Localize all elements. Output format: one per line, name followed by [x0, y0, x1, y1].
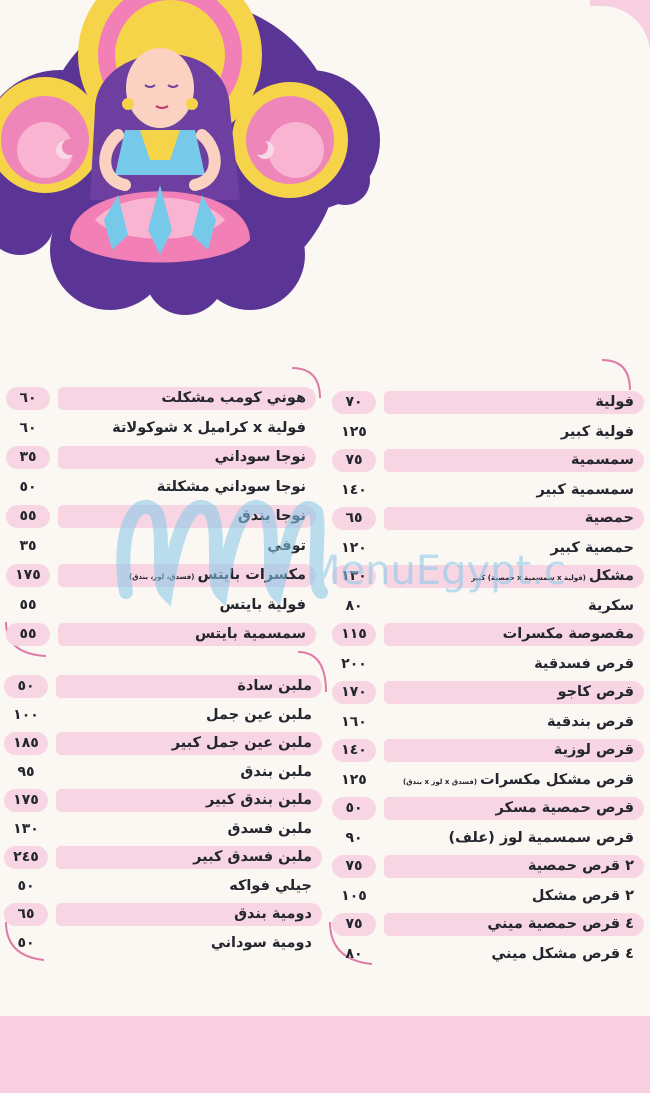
- menu-item-label: قرص مشكل مكسرات: [480, 771, 634, 788]
- menu-item-name: [376, 424, 644, 440]
- menu-item-label: نوجا سوداني مشكلتة: [156, 479, 306, 496]
- menu-item: [6, 443, 316, 473]
- menu-item-name: [384, 623, 644, 646]
- menu-item-name: [56, 732, 322, 755]
- menu-item-label: نوجا سوداني: [214, 449, 306, 466]
- menu-item-label: سمسمية كبير: [536, 481, 634, 498]
- menu-item-price: ١٧٥: [4, 789, 48, 812]
- menu-item: [332, 852, 644, 881]
- menu-item-name: [48, 821, 322, 837]
- menu-item-label: ٢ قرص مشكل: [531, 887, 634, 904]
- menu-item-label: ملبن فسدق كبير: [193, 848, 312, 865]
- menu-item-price: ٥٠: [17, 934, 35, 951]
- menu-item-price: ١٤٠: [332, 739, 376, 762]
- menu-item: [332, 910, 644, 939]
- menu-item: [332, 446, 644, 475]
- menu-item: [332, 388, 644, 417]
- menu-item-name: [56, 675, 322, 698]
- menu-item: [4, 672, 322, 701]
- menu-item: [332, 417, 644, 446]
- menu-item-price: ٥٠: [332, 797, 376, 820]
- menu-item-price: ١٢٥: [341, 771, 367, 788]
- menu-item: [332, 707, 644, 736]
- menu-item-note: (فسدق، لوز، بندق): [129, 573, 195, 582]
- menu-item: [332, 475, 644, 504]
- menu-item-label: ملبن فسدق: [227, 820, 312, 837]
- menu-item-price: ١٠٥: [341, 887, 367, 904]
- menu-item-label: فولية كبير: [560, 423, 634, 440]
- menu-item-price: ٩٠: [345, 829, 363, 846]
- menu-item-price: ٧٥: [332, 855, 376, 878]
- menu-item-name: [56, 903, 322, 926]
- menu-item-note: (فسدق x لوز x بندق): [403, 777, 478, 786]
- menu-item-price: ٨٠: [345, 597, 363, 614]
- menu-item-price: ٦٥: [332, 507, 376, 530]
- menu-item: [6, 620, 316, 650]
- menu-item-price: ٥٥: [6, 623, 50, 646]
- menu-item-price: ٦٥: [4, 903, 48, 926]
- menu-item-price: ١٧٠: [332, 681, 376, 704]
- menu-item-name: [376, 598, 644, 614]
- menu-item-label: فولية بايتس: [219, 597, 306, 614]
- menu-item-price: ١٧٥: [6, 564, 50, 587]
- menu-item-name: [48, 764, 322, 780]
- menu-item: [4, 872, 322, 901]
- menu-item: [4, 929, 322, 958]
- menu-item-label: ملبن عين جمل: [206, 706, 312, 723]
- menu-item-name: [376, 830, 644, 846]
- menu-item-name: [56, 789, 322, 812]
- menu-item-name: [376, 482, 644, 498]
- menu-item-price: ٧٠: [332, 391, 376, 414]
- menu-item: [332, 504, 644, 533]
- menu-item-name: [384, 565, 644, 588]
- menu-item-label: مشكل: [588, 568, 634, 584]
- menu-item: [6, 414, 316, 444]
- menu-item-name: [56, 846, 322, 869]
- menu-item-name: [48, 935, 322, 951]
- menu-item: [6, 532, 316, 562]
- menu-item-note: (فولية x سمسمية x حمصية) كبير: [471, 574, 586, 582]
- menu-item-price: ٥٥: [6, 505, 50, 528]
- menu-item-price: ٧٥: [332, 913, 376, 936]
- menu-item: [332, 881, 644, 910]
- menu-item-name: [58, 564, 316, 587]
- menu-item: [6, 502, 316, 532]
- menu-item-price: ٩٥: [17, 763, 35, 780]
- menu-item-name: [376, 946, 644, 962]
- menu-item-label: هوني كومب مشكلت: [161, 390, 306, 407]
- menu-item: [6, 561, 316, 591]
- menu-item-label: سمسمية: [570, 452, 634, 468]
- menu-item-price: ٣٥: [6, 446, 50, 469]
- menu-item-label: مكسرات بايتس: [197, 567, 306, 584]
- menu-item: [332, 765, 644, 794]
- menu-column-right: [332, 388, 644, 968]
- menu-item-label: مقصوصة مكسرات: [502, 626, 634, 642]
- menu-item-price: ٦٠: [19, 420, 37, 437]
- menu-item-label: سمسمية بايتس: [195, 626, 306, 643]
- menu-item-name: [376, 772, 644, 788]
- watermark-text: MenuEgypt.c: [306, 548, 566, 594]
- menu-item: [332, 736, 644, 765]
- menu-item: [4, 729, 322, 758]
- menu-item: [332, 939, 644, 968]
- menu-item-price: ٥٠: [19, 479, 37, 496]
- menu-item-label: سكرية: [588, 597, 634, 614]
- menu-item-label: توفي: [267, 538, 306, 555]
- menu-item-name: [48, 878, 322, 894]
- menu-item-price: ٢٠٠: [341, 655, 367, 672]
- menu-item-price: ٧٥: [332, 449, 376, 472]
- menu-item: [4, 815, 322, 844]
- menu-item-label: ٤ قرص مشكل ميني: [491, 945, 634, 962]
- menu-item-name: [50, 597, 316, 613]
- menu-item: [332, 649, 644, 678]
- menu-item-name: [48, 707, 322, 723]
- menu-item-name: [384, 739, 644, 762]
- menu-item-label: قرص كاجو: [557, 684, 634, 700]
- menu-item-label: قرص حمصية مسكر: [495, 800, 634, 816]
- menu-item-name: [50, 538, 316, 554]
- menu-item-name: [58, 387, 316, 410]
- menu-item-name: [384, 507, 644, 530]
- menu-item-price: ١١٥: [332, 623, 376, 646]
- menu-item: [332, 678, 644, 707]
- menu-item: [6, 384, 316, 414]
- menu-item: [4, 701, 322, 730]
- menu-item-name: [376, 888, 644, 904]
- menu-item-label: قرص بندقية: [546, 713, 634, 730]
- princess-illustration: [0, 0, 380, 320]
- menu-item-price: ١٣٠: [13, 820, 39, 837]
- menu-item: [332, 620, 644, 649]
- menu-item-name: [58, 623, 316, 646]
- menu-item-price: ٨٠: [345, 945, 363, 962]
- menu-item: [4, 843, 322, 872]
- menu-item: [4, 758, 322, 787]
- menu-item-name: [384, 449, 644, 472]
- menu-item-label: دومية بندق: [234, 905, 312, 922]
- menu-item: [6, 473, 316, 503]
- menu-item-price: ٣٥: [19, 538, 37, 555]
- menu-item-name: [58, 446, 316, 469]
- menu-item-label: حمصية كبير: [550, 539, 634, 556]
- menu-item-label: ملبن بندق: [240, 763, 312, 780]
- menu-item-price: ١٤٠: [341, 481, 367, 498]
- menu-item-label: ٢ قرص حمصية: [527, 858, 634, 874]
- menu-item-label: قرص فسدقية: [534, 655, 634, 672]
- menu-item-name: [50, 420, 316, 436]
- corner-decoration: [590, 0, 650, 60]
- menu-item-name: [58, 505, 316, 528]
- menu-item-price: ٦٠: [6, 387, 50, 410]
- menu-item: [332, 823, 644, 852]
- menu-item-price: ١٨٥: [4, 732, 48, 755]
- menu-column-left-bottom: [4, 672, 322, 957]
- menu-item-label: جيلي فواكه: [229, 877, 312, 894]
- menu-item: [332, 562, 644, 591]
- menu-item-price: ١٣٠: [332, 565, 376, 588]
- menu-item-label: حمصية: [584, 510, 634, 526]
- menu-item-price: ١٦٠: [341, 713, 367, 730]
- menu-item-label: ملبن بندق كبير: [206, 791, 312, 808]
- footer-band: [0, 1016, 650, 1093]
- menu-item-name: [376, 656, 644, 672]
- menu-item: [332, 591, 644, 620]
- menu-column-left-top: [6, 384, 316, 650]
- menu-item-name: [384, 681, 644, 704]
- menu-item-price: ١٢٥: [341, 423, 367, 440]
- menu-item-price: ١٠٠: [13, 706, 39, 723]
- menu-item: [6, 591, 316, 621]
- menu-item-label: ملبن سادة: [237, 677, 312, 694]
- menu-item-label: قرص لوزية: [553, 742, 634, 758]
- menu-item-name: [376, 714, 644, 730]
- menu-item-name: [384, 797, 644, 820]
- menu-item-label: نوجا بندق: [237, 508, 306, 525]
- menu-item-price: ٢٤٥: [4, 846, 48, 869]
- menu-item: [4, 900, 322, 929]
- menu-item-label: ٤ قرص حمصية ميني: [487, 916, 634, 932]
- menu-item: [332, 794, 644, 823]
- menu-item-name: [384, 391, 644, 414]
- menu-item-name: [376, 540, 644, 556]
- menu-item-name: [50, 479, 316, 495]
- menu-item-name: [384, 855, 644, 878]
- menu-item-price: ٥٠: [17, 877, 35, 894]
- menu-item: [332, 533, 644, 562]
- menu-item-price: ٥٥: [19, 597, 37, 614]
- menu-item-price: ٥٠: [4, 675, 48, 698]
- menu-item: [4, 786, 322, 815]
- menu-item-label: فولية x كراميل x شوكولاتة: [112, 420, 306, 437]
- menu-item-label: دومية سوداني: [210, 934, 312, 951]
- menu-item-name: [384, 913, 644, 936]
- menu-item-label: ملبن عين جمل كبير: [171, 734, 312, 751]
- menu-item-label: قرص سمسمية لوز (علف): [448, 829, 634, 846]
- menu-item-price: ١٢٠: [341, 539, 367, 556]
- menu-item-label: فولية: [595, 394, 634, 410]
